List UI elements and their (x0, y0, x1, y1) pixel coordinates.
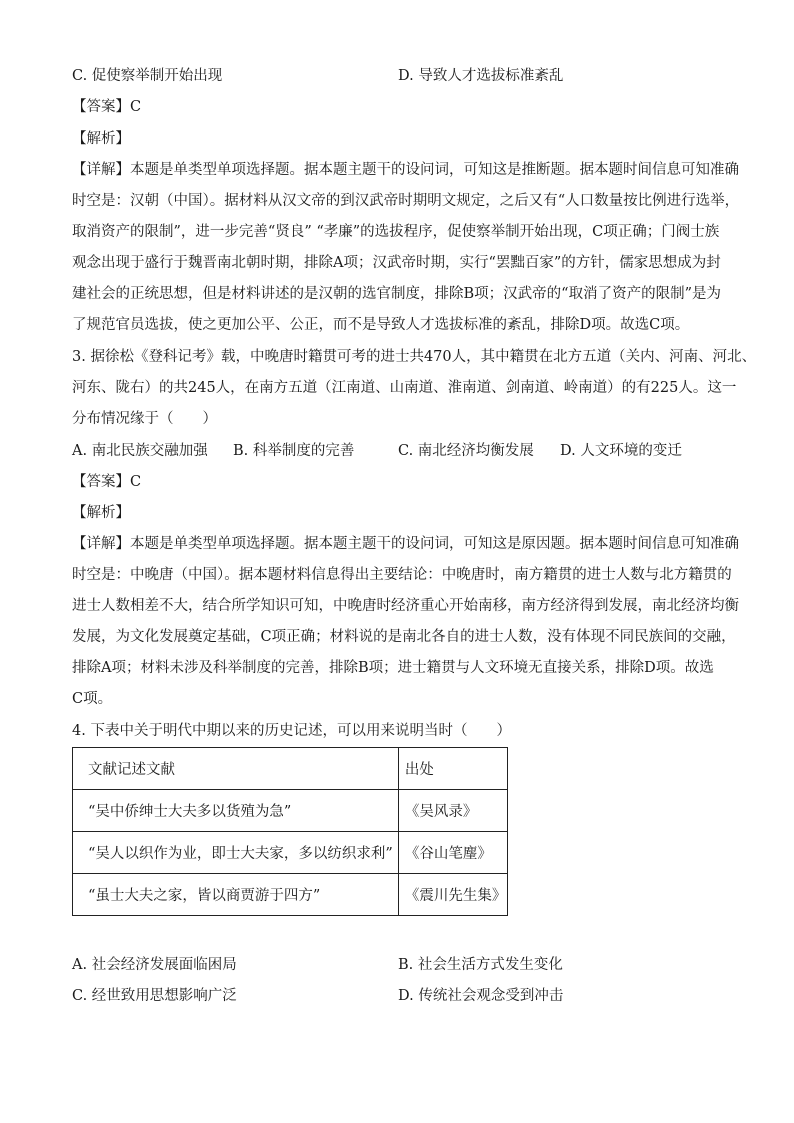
q3-option-d: D. 人文环境的变迁 (560, 443, 682, 459)
q3-stem-line: 分布情况缘于（ ） (72, 411, 217, 427)
q2-option-d: D. 导致人才选拔标准紊乱 (398, 68, 564, 84)
q3-answer (72, 472, 141, 492)
q2-detail-line: 【详解】本题是单类型单项选择题。据本题主题干的设问词，可知这是推断题。据本题时间信息可知准确 (72, 162, 739, 178)
table-cell-source: 《谷山笔麈》 (398, 832, 507, 874)
table-cell-quote: “虽士大夫之家，皆以商贾游于四方” (73, 874, 399, 916)
table-cell-quote: “吴中侨绅士大夫多以货殖为急” (73, 790, 399, 832)
q3-analysis-label: 【解析】 (72, 505, 130, 521)
table-cell-source: 《吴风录》 (398, 790, 507, 832)
q2-answer-label: 【答案】 (72, 99, 130, 115)
table-row (73, 790, 508, 832)
q3-option-b: B. 科举制度的完善 (233, 443, 355, 459)
q4-option-b: B. 社会生活方式发生变化 (398, 957, 563, 973)
table-header-cell: 文献记述文献 (73, 748, 399, 790)
table-header-row (73, 748, 508, 790)
table-header-cell: 出处 (398, 748, 507, 790)
q2-answer (72, 97, 141, 117)
q4-option-d: D. 传统社会观念受到冲击 (398, 988, 564, 1004)
q2-answer-value: C (130, 99, 142, 115)
q3-answer-value: C (130, 474, 142, 490)
q3-answer-label: 【答案】 (72, 474, 130, 490)
q2-detail-line: 建社会的正统思想，但是材料讲述的是汉朝的选官制度，排除B项；汉武帝的“取消了资产的限制”是为 (72, 286, 721, 302)
q2-analysis-label: 【解析】 (72, 131, 130, 147)
q3-detail-line: 进士人数相差不大，结合所学知识可知，中晚唐时经济重心开始南移，南方经济得到发展，南北经济均衡 (72, 598, 739, 614)
table-row (73, 832, 508, 874)
table-row (73, 874, 508, 916)
q3-detail-line: 【详解】本题是单类型单项选择题。据本题主题干的设问词，可知这是原因题。据本题时间信息可知准确 (72, 536, 739, 552)
q4-option-a: A. 社会经济发展面临困局 (72, 957, 237, 973)
q3-detail-line: 发展，为文化发展奠定基础，C项正确；材料说的是南北各自的进士人数，没有体现不同民族间的交融， (72, 629, 736, 645)
q3-stem-line: 3. 据徐松《登科记考》载，中晚唐时籍贯可考的进士共470人，其中籍贯在北方五道（关内、河南、河北、 (72, 349, 757, 365)
q2-option-c: C. 促使察举制开始出现 (72, 68, 223, 84)
table-cell-source: 《震川先生集》 (398, 874, 507, 916)
q3-option-c: C. 南北经济均衡发展 (398, 443, 534, 459)
q4-stem: 4. 下表中关于明代中期以来的历史记述，可以用来说明当时（ ） (72, 723, 511, 739)
table-cell-quote: “吴人以织作为业，即士大夫家，多以纺织求利” (73, 832, 399, 874)
source-table (72, 747, 508, 916)
q2-detail-line: 观念出现于盛行于魏晋南北朝时期，排除A项；汉武帝时期，实行“罢黜百家”的方针，儒家思想成为封 (72, 255, 721, 271)
q2-detail-line: 时空是：汉朝（中国）。据材料从汉文帝的到汉武帝时期明文规定，之后又有“人口数量按比例进行选举， (72, 193, 740, 209)
q2-detail-line: 了规范官员选拔，使之更加公平、公正，而不是导致人才选拔标准的紊乱，排除D项。故选C项。 (72, 317, 690, 333)
q3-detail-line: C项。 (72, 691, 113, 707)
q3-detail-line: 时空是：中晚唐（中国）。据本题材料信息得出主要结论：中晚唐时，南方籍贯的进士人数与北方籍贯的 (72, 567, 732, 583)
q4-option-c: C. 经世致用思想影响广泛 (72, 988, 237, 1004)
q2-detail-line: 取消资产的限制”，进一步完善“贤良” “孝廉”的选拔程序，促使察举制开始出现，C项正确；门阀士族 (72, 224, 720, 240)
q3-option-a: A. 南北民族交融加强 (72, 443, 208, 459)
q3-detail-line: 排除A项；材料未涉及科举制度的完善，排除B项；进士籍贯与人文环境无直接关系，排除D项。故选 (72, 660, 714, 676)
q3-stem-line: 河东、陇右）的共245人，在南方五道（江南道、山南道、淮南道、剑南道、岭南道）的有225人。这一 (72, 380, 737, 396)
